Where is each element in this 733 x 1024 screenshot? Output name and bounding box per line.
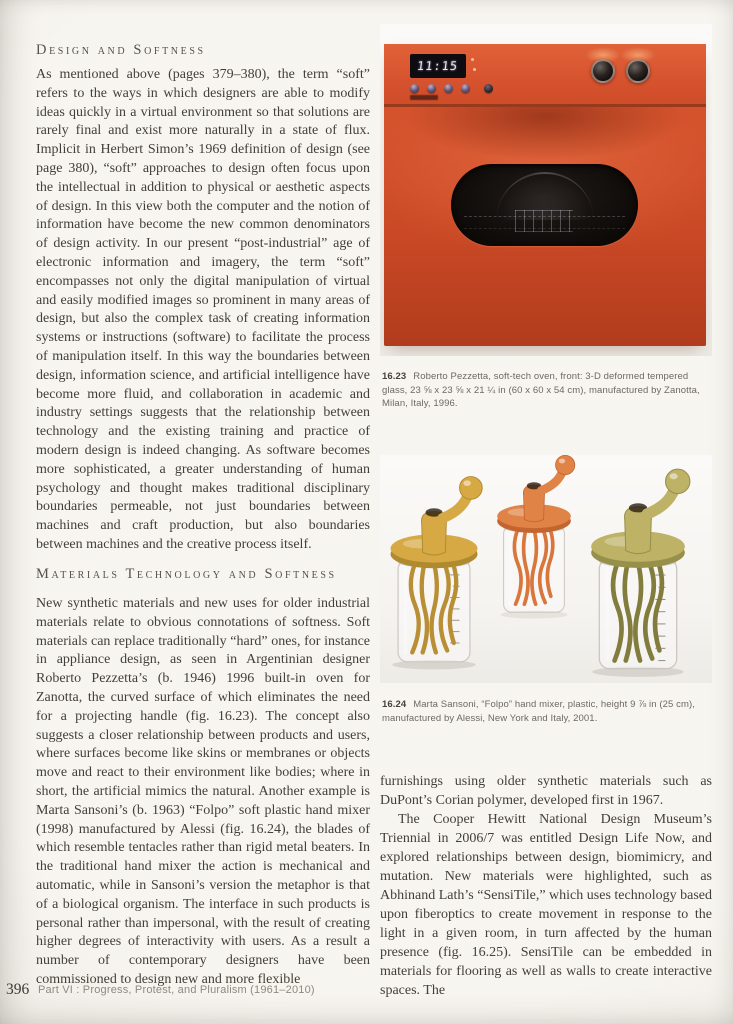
figure-16-23-photo <box>380 24 712 356</box>
oven-button-icon <box>461 84 470 93</box>
hand-mixer-olive <box>582 461 694 680</box>
page-number: 396 <box>6 981 30 998</box>
paragraph-materials-technology: New synthetic materials and new uses for older industrial materials relate to obvious connotations of softness. Soft materials can replace traditionally “hard” ones, for instance in appliance design, as seen in Argentinian designer Roberto Pezzetta’s (b. 1946) 1996 built-in oven for Zanotta, the curved surface of which eliminates the need for a projecting handle (fig. 16.23). The concept also suggests a closer relationship between products and users, where surfaces become like skins or membranes or objects move and react to their environment like bodies; where in short, the artificial mimics the natural. Another example is Marta Sansoni’s (b. 1963) “Folpo” soft plastic hand mixer (1998) manufactured by Alessi (fig. 16.24), the blades of which resemble tentacles rather than rigid metal beaters. In the traditional hand mixer the action is mechanical and automatic, while in Sansoni’s version the metaphor is that of a biological organism. The interface in such products is personal rather than impersonal, with the result of creating higher degrees of interactivity with users. As a result a number of contemporary designers have been commissioned to design new and more flexible <box>36 596 370 987</box>
figure-caption-text: Roberto Pezzetta, soft-tech oven, front: 3-D deformed tempered glass, 23 ⅝ x 23 ⅝ x 21 ¼ in (60 x 60 x 54 cm), manufactured by Zanotta, Milan, Italy, 1996. <box>382 371 700 409</box>
oven-window <box>451 164 638 246</box>
figure-16-24-photo <box>380 455 712 683</box>
figure-number: 16.23 <box>382 371 407 382</box>
oven-button-icon <box>410 84 419 93</box>
oven-clock-display <box>410 54 466 78</box>
section-heading-design-and-softness: Design and Softness <box>36 42 206 58</box>
figure-16-24-caption <box>382 698 712 725</box>
hand-mixer-orange <box>490 455 578 621</box>
oven-clock-time: 11:15 <box>416 59 460 73</box>
oven-door <box>384 107 706 346</box>
figure-16-23-caption <box>382 370 712 411</box>
paragraph-cooper-hewitt: The Cooper Hewitt National Design Museum’s Triennial in 2006/7 was entitled Design Life Now, and explored relationships between design, biomimicry, and mutation. New materials were highlighted, such as Abhinand Lath’s “SensiTile,” which uses technology based upon fiberoptics to create movement in response to the light in a given room, in turn affected by the human presence (fig. 16.25). SensiTile can be embedded in materials for flooring as well as walls to create interactive spaces. The <box>380 812 712 998</box>
paragraph-continuation: furnishings using older synthetic materials such as DuPont’s Corian polymer, developed first in 1967. <box>380 774 712 808</box>
oven-rack-basket <box>515 210 573 232</box>
oven-button-icon <box>484 84 493 93</box>
brand-logo-mark <box>410 95 438 100</box>
oven-knob-icon <box>591 59 615 83</box>
running-footer: Part VI : Progress, Protest, and Pluralism (1961–2010) <box>38 984 315 996</box>
oven-indicator-led <box>471 58 474 61</box>
oven-button-icon <box>444 84 453 93</box>
section-heading-materials-technology: Materials Technology and Softness <box>36 566 337 582</box>
oven-illustration <box>384 44 706 346</box>
oven-indicator-led <box>473 68 476 71</box>
oven-control-panel <box>384 44 706 107</box>
figure-caption-text: Marta Sansoni, “Folpo” hand mixer, plastic, height 9 ⅞ in (25 cm), manufactured by Alessi, New York and Italy, 2001. <box>382 699 695 724</box>
hand-mixer-mustard <box>382 469 486 672</box>
figure-number: 16.24 <box>382 699 407 710</box>
paragraph-design-and-softness: As mentioned above (pages 379–380), the term “soft” refers to the ways in which designers are able to modify ideas quickly in a virtual environment so that solutions are rarely final and exist more naturally in a state of flux. Implicit in Herbert Simon’s 1969 definition of design (see page 380), “soft” approaches to design often focus upon the intellectual in addition to physical or aesthetic aspects of design. In this view both the computer and the notion of information have become the new common denominators of design activity. In our present “post-industrial” age of electronic information and imagery, the term “soft” encompasses not only the digital manipulation of virtual and easily modified images so prominent in many areas of design, but also the complex task of creating information systems or instructions (software) to facilitate the process of manipulation itself. In this way the boundaries between design, information science, and artificial intelligence have become more fluid, and collaboration in academic and industry settings suggests that the relationship between technology and the existing training and practice of modern design is indeed changing. As software becomes more sophisticated, a greater understanding of human psychology and thought makes traditional disciplinary boundaries permeable, not just boundaries between machines and craft production, but also boundaries between machines and the creative process itself. <box>36 67 370 552</box>
oven-button-icon <box>427 84 436 93</box>
oven-knob-icon <box>626 59 650 83</box>
